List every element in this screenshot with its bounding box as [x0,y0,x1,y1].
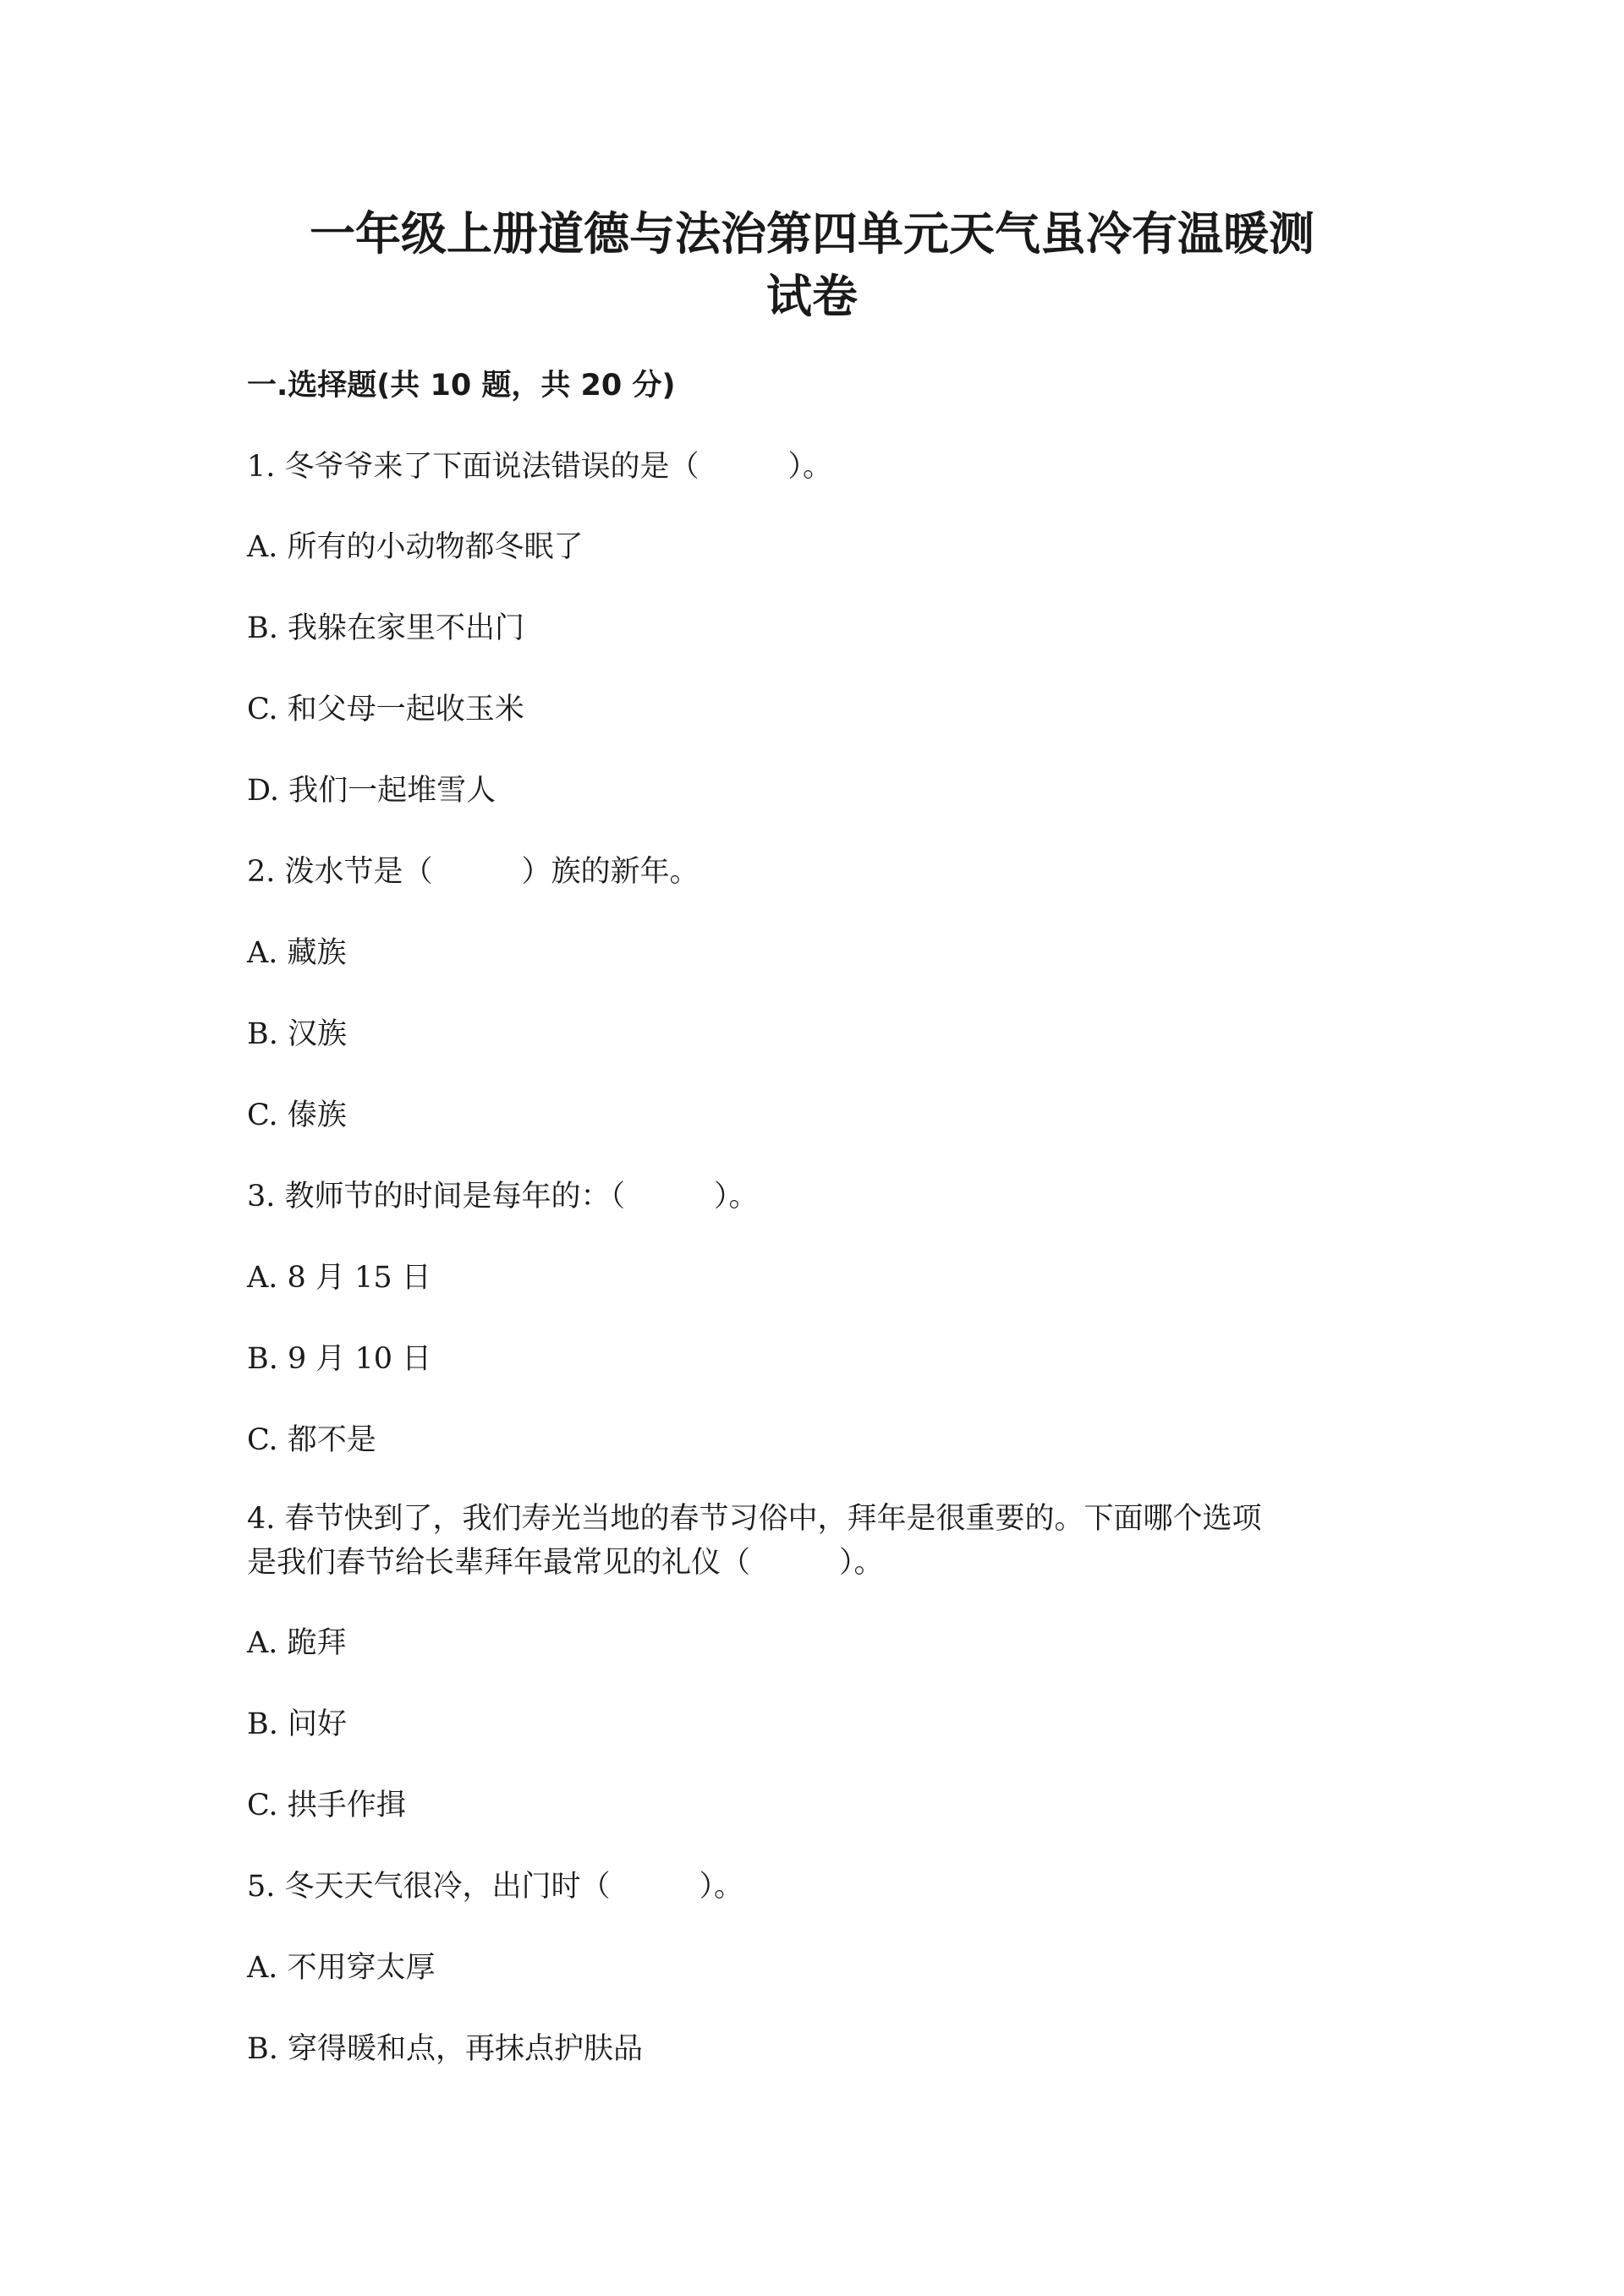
question-3-option-a: A. 8 月 15 日 [247,1261,431,1295]
question-4-stem-line-2: 是我们春节给长辈拜年最常见的礼仪（ ）。 [247,1546,884,1580]
question-2-option-a: A. 藏族 [247,936,347,970]
question-4-option-c: C. 拱手作揖 [247,1789,406,1822]
question-2-stem: 2. 泼水节是（ ）族的新年。 [247,855,700,889]
question-2-option-c: C. 傣族 [247,1099,347,1132]
question-1-option-d: D. 我们一起堆雪人 [247,774,497,808]
section-heading: 一.选择题(共 10 题，共 20 分) [247,369,676,403]
question-5-option-b: B. 穿得暖和点，再抹点护肤品 [247,2032,643,2066]
question-4-option-b: B. 问好 [247,1707,347,1741]
question-4-stem-line-1: 4. 春节快到了，我们寿光当地的春节习俗中，拜年是很重要的。下面哪个选项 [247,1502,1262,1536]
exam-title-line-2: 试卷 [766,270,858,323]
question-5-stem: 5. 冬天天气很冷，出门时（ ）。 [247,1870,744,1904]
question-1-option-b: B. 我躲在家里不出门 [247,611,524,645]
question-4-option-a: A. 跪拜 [247,1626,347,1660]
question-1-option-a: A. 所有的小动物都冬眠了 [247,530,584,564]
question-3-option-c: C. 都不是 [247,1423,376,1457]
exam-title-line-1: 一年级上册道德与法治第四单元天气虽冷有温暖测 [310,207,1314,260]
question-2-option-b: B. 汉族 [247,1017,347,1051]
question-1-option-c: C. 和父母一起收玉米 [247,693,524,726]
question-1-stem: 1. 冬爷爷来了下面说法错误的是（ ）。 [247,450,833,484]
question-5-option-a: A. 不用穿太厚 [247,1951,436,1985]
question-3-option-b: B. 9 月 10 日 [247,1342,432,1376]
question-3-stem: 3. 教师节的时间是每年的：（ ）。 [247,1180,759,1214]
